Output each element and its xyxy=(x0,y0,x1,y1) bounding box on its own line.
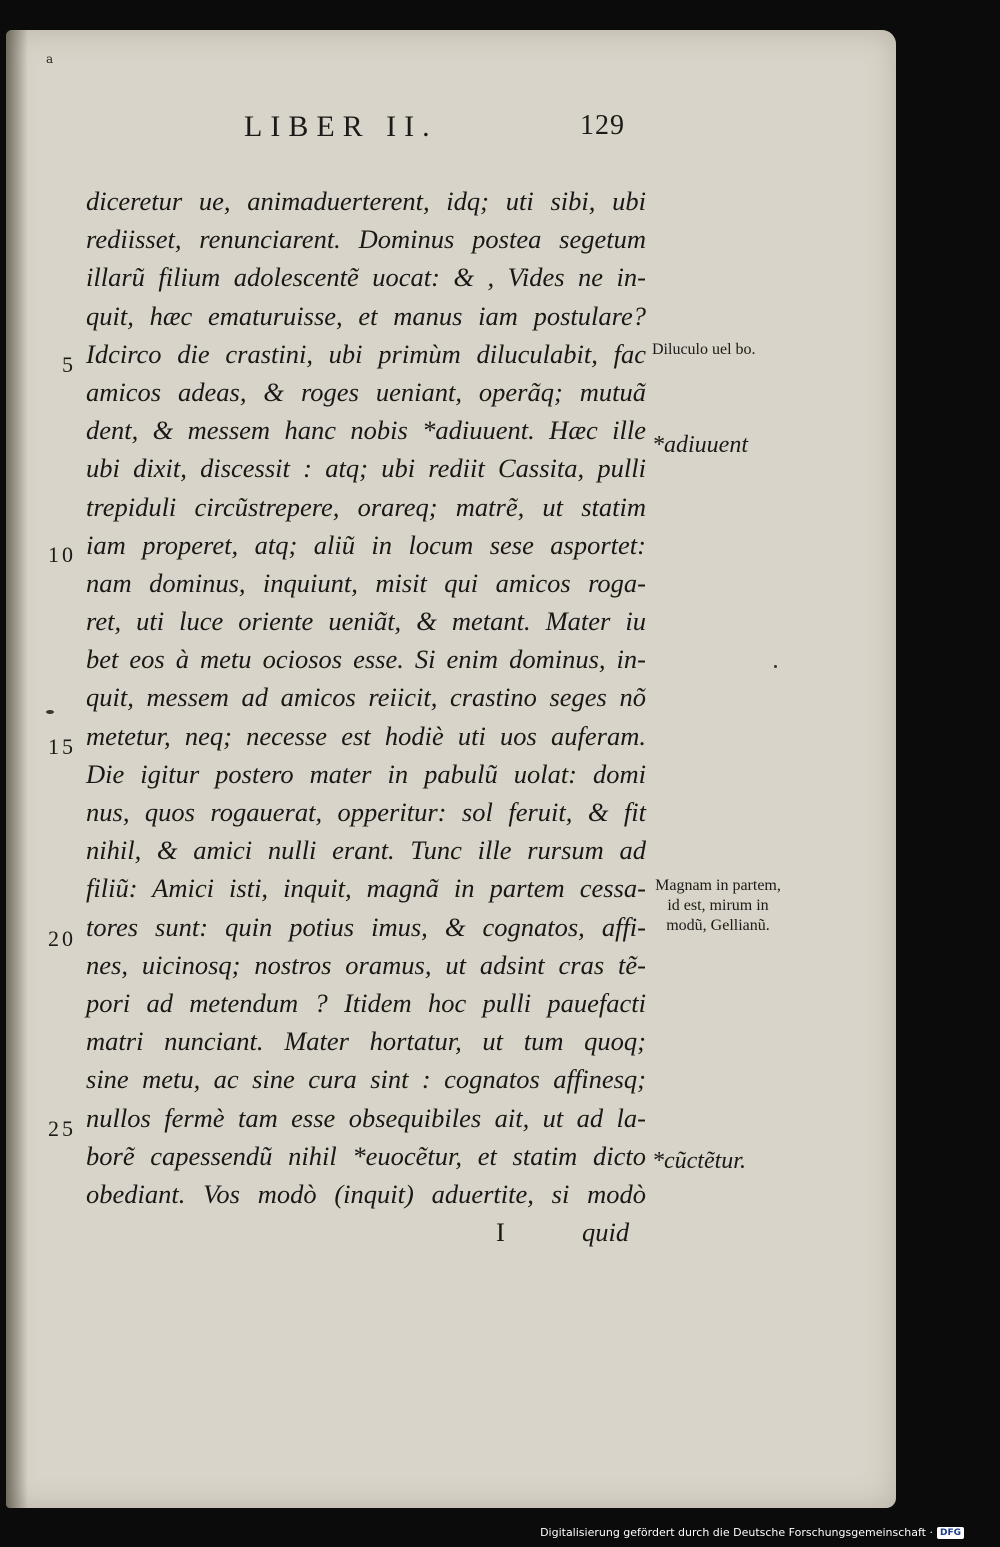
text-line: ret, uti luce oriente ueniãt, & metant. Mater iu xyxy=(86,606,646,637)
dfg-logo-icon: DFG xyxy=(937,1527,964,1539)
line-number-15: 15 xyxy=(48,734,76,759)
line-number-20: 20 xyxy=(48,926,76,951)
footer-text: Digitalisierung gefördert durch die Deutsche Forschungsgemeinschaft · xyxy=(540,1526,933,1539)
text-line: sine metu, ac sine cura sint : cognatos affinesq; xyxy=(86,1064,646,1095)
text-line: dent, & messem hanc nobis *adiuuent. Hæc ille xyxy=(86,415,646,446)
text-line: Die igitur postero mater in pabulũ uolat: domi xyxy=(86,758,646,789)
signature-mark: I xyxy=(496,1217,505,1248)
text-line: nihil, & amici nulli erant. Tunc ille rursum ad xyxy=(86,835,646,866)
margin-note-cunctetur: *cũctẽtur. xyxy=(652,1148,746,1174)
line-number-10: 10 xyxy=(48,542,76,567)
margin-note-adiuuent: *adiuuent xyxy=(652,432,748,458)
page-number: 129 xyxy=(580,110,625,141)
text-line: nus, quos rogauerat, opperitur: sol feruit, & fit xyxy=(86,797,646,827)
ink-speck xyxy=(774,665,777,668)
footer-credit xyxy=(540,1526,964,1539)
text-line: filiũ: Amici isti, inquit, magnã in partem cessa- xyxy=(86,873,646,904)
line-number-25: 25 xyxy=(48,1116,76,1141)
text-line: nes, uicinosq; nostros oramus, ut adsint cras tẽ- xyxy=(86,949,646,980)
text-line: pori ad metendum ? Itidem hoc pulli pauefacti xyxy=(86,987,646,1018)
line-number-5: 5 xyxy=(62,352,76,377)
text-line: diceretur ue, animaduerterent, idq; uti sibi, ubi xyxy=(86,186,646,216)
corner-mark: a xyxy=(46,52,54,66)
catchword: quid xyxy=(582,1217,630,1248)
margin-note-magnam: Magnam in partem, id est, mirum in modũ, Gellianũ. xyxy=(655,877,781,934)
text-line: quit, hæc ematuruisse, et manus iam postulare? xyxy=(86,300,646,331)
text-line: Idcirco die crastini, ubi primùm diluculabit, fac xyxy=(86,338,646,369)
text-line: bet eos à metu ociosos esse. Si enim dominus, in- xyxy=(86,644,646,675)
text-line: iam properet, atq; aliũ in locum sese asportet: xyxy=(86,529,646,560)
margin-note-diluculo: Diluculo uel bo. xyxy=(652,341,756,358)
text-line: metetur, neq; necesse est hodiè uti uos auferam. xyxy=(86,720,646,751)
text-line: amicos adeas, & roges ueniant, operãq; mutuã xyxy=(86,376,646,407)
text-line: quit, messem ad amicos reiicit, crastino seges nõ xyxy=(86,682,646,713)
text-line: ubi dixit, discessit : atq; ubi rediit Cassita, pulli xyxy=(86,453,646,484)
text-line: nullos fermè tam esse obsequibiles ait, ut ad la- xyxy=(86,1102,646,1133)
catchword-line xyxy=(86,1213,646,1251)
text-line: rediisset, renunciarent. Dominus postea segetum xyxy=(86,224,646,255)
main-text-block xyxy=(86,182,646,1251)
running-head: LIBER II. xyxy=(244,110,438,143)
text-line: obediant. Vos modò (inquit) aduertite, si modò xyxy=(86,1178,646,1209)
text-line: borẽ capessendũ nihil *euocẽtur, et statim dicto xyxy=(86,1140,646,1171)
text-line: illarũ filium adolescentẽ uocat: & , Vides ne in- xyxy=(86,262,646,293)
gutter-shadow xyxy=(6,30,28,1508)
text-line: tores sunt: quin potius imus, & cognatos, affi- xyxy=(86,911,646,942)
text-line: trepiduli circũstrepere, orareq; matrẽ, ut statim xyxy=(86,491,646,522)
text-line: nam dominus, inquiunt, misit qui amicos roga- xyxy=(86,567,646,598)
text-line: matri nunciant. Mater hortatur, ut tum quoq; xyxy=(86,1026,646,1057)
ink-speck xyxy=(46,710,54,714)
